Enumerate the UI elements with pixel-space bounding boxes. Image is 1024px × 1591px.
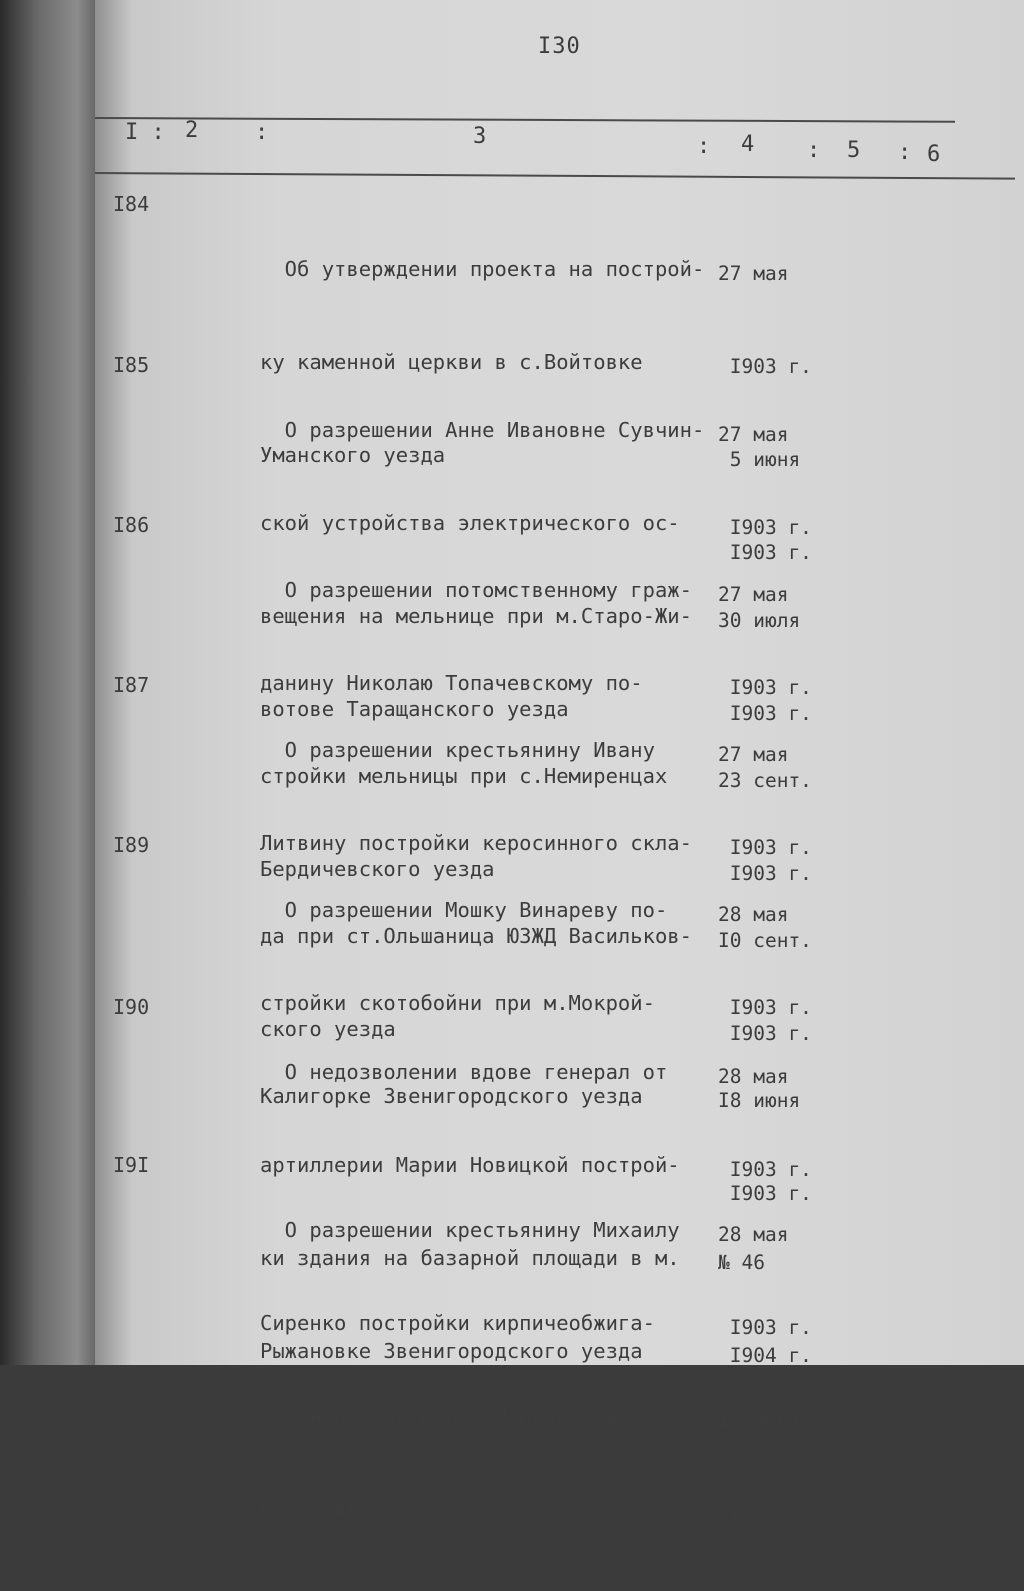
entry-number: I85 — [113, 353, 150, 377]
entry-number: I86 — [113, 513, 150, 537]
date-line: I903 г. — [718, 1316, 812, 1339]
date-line: 30 июля — [718, 609, 801, 632]
description-line: стройки мельницы при с.Немиренцах — [260, 764, 668, 788]
description-line: О разрешении крестьянину Михаилу — [260, 1218, 680, 1242]
description-line: ского уезда — [260, 1017, 396, 1041]
date-line: I903 г. — [718, 702, 812, 725]
date-line: I903 г. — [718, 996, 812, 1019]
column-header-6: 6 — [927, 142, 941, 167]
description-line: ской устройства электрического ос- — [260, 511, 680, 535]
date-line: 28 мая — [718, 1065, 789, 1088]
column-header-4: 4 — [741, 132, 755, 157]
column-header-2: 2 — [185, 118, 199, 143]
description-line: нигородского уезда — [260, 1497, 483, 1521]
date-line: 27 мая — [718, 583, 789, 606]
description-line: вотове Таращанского уезда — [260, 697, 569, 721]
document-page — [95, 0, 1024, 1525]
entry-number: I87 — [113, 673, 150, 697]
date-line: 27 мая — [718, 423, 789, 446]
date-line: I903 г. — [718, 1182, 812, 1205]
description-line: данину Николаю Топачевскому по- — [260, 671, 643, 695]
column-separator: : — [697, 134, 711, 159]
header-rule-top — [95, 117, 955, 123]
description-line: Бердичевского уезда — [260, 857, 495, 881]
description-line: Об утверждении проекта на построй- — [260, 257, 705, 281]
date-line: I903 г. — [718, 516, 812, 539]
date-line: 28 мая — [718, 1223, 789, 1246]
description-line: О разрешении Анне Ивановне Сувчин- — [260, 418, 705, 442]
entry-dates — [718, 1157, 838, 1591]
description-line: ку каменной церкви в с.Войтовке — [260, 350, 643, 374]
entry-number: I9I — [113, 1153, 150, 1177]
description-line: Уманского уезда — [260, 443, 446, 467]
description-line: стройки скотобойни при м.Мокрой- — [260, 991, 655, 1015]
date-line: 27 мая — [718, 743, 789, 766]
date-line: I0 сент. — [718, 929, 812, 952]
column-header-3: 3 — [473, 124, 487, 149]
date-line: I903 г. — [718, 676, 812, 699]
column-header-5: 5 — [847, 138, 861, 163]
description-line: Литвину постройки керосинного скла- — [260, 831, 692, 855]
date-line: 27 мая — [718, 262, 789, 285]
page-number: I30 — [538, 34, 581, 59]
date-line: I903 г. — [718, 836, 812, 859]
date-line: I903 г. — [718, 1158, 812, 1181]
date-line: I8 июня — [718, 1089, 801, 1112]
entry-number: I90 — [113, 995, 150, 1019]
date-line: 5 июня — [718, 448, 801, 471]
date-line: I7 июля — [718, 1409, 801, 1432]
header-rule-bottom — [95, 172, 1015, 180]
description-line: да при ст.Ольшаница ЮЗЖД Васильков- — [260, 924, 692, 948]
entry-number: I84 — [113, 192, 150, 216]
description-line: тельной печи при с.Майдановке Зве- — [260, 1404, 680, 1428]
date-line: I903 г. — [718, 355, 812, 378]
description-line: О разрешении потомственному граж- — [260, 578, 692, 602]
date-line: I903 г. — [718, 541, 812, 564]
date-line: 28 мая — [718, 903, 789, 926]
description-line: О разрешении Мошку Винареву по- — [260, 898, 668, 922]
description-line: Сиренко постройки кирпичеобжига- — [260, 1311, 655, 1335]
date-line: I903 г. — [718, 1022, 812, 1045]
date-line: 23 сент. — [718, 769, 812, 792]
date-line: № 46 — [718, 1251, 765, 1274]
book-spine — [0, 0, 110, 1365]
date-line: I903 г. — [718, 862, 812, 885]
description-line: ки здания на базарной площади в м. — [260, 1246, 680, 1270]
description-line: Рыжановке Звенигородского уезда — [260, 1339, 643, 1363]
date-line: I904 г. — [718, 1344, 812, 1367]
description-line: О недозволении вдове генерал от — [260, 1060, 668, 1084]
column-separator: : — [255, 120, 269, 145]
description-line: артиллерии Марии Новицкой построй- — [260, 1153, 680, 1177]
description-line: Калигорке Звенигородского уезда — [260, 1084, 643, 1108]
column-separator: : — [807, 138, 821, 163]
entry-description — [260, 1153, 720, 1587]
description-line: О разрешении крестьянину Ивану — [260, 738, 655, 762]
description-line: вещения на мельнице при м.Старо-Жи- — [260, 604, 692, 628]
date-line: I903 г. — [718, 1502, 812, 1525]
column-header-1: I : — [125, 120, 165, 145]
entry-number: I89 — [113, 833, 150, 857]
column-separator: : — [898, 140, 912, 165]
